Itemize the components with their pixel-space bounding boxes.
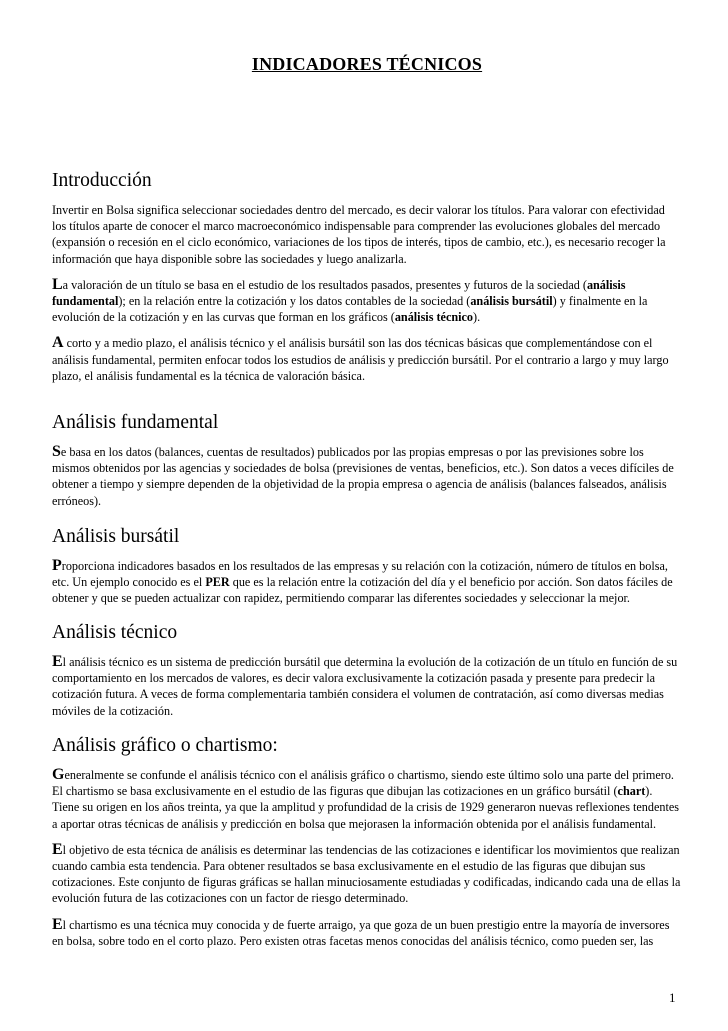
term-per: PER [205,575,230,590]
dropcap: E [52,840,63,858]
intro-paragraph-1: Invertir en Bolsa significa seleccionar sociedades dentro del mercado, es decir valorar los títulos. Para valorar con efectividad los títulos aparte de conocer el marco macroeconómico indispensable para comprender las evoluciones globales del mercado (expansión o recesión en el ciclo económico, variaciones de los tipos de interés, tipos de cambio, etc.), es necesario recoger la información que haya disponible sobre las sociedades y luego analizarla. [52,203,666,266]
section-analisis-tecnico [52,622,682,719]
intro-paragraph-2: La valoración de un título se basa en el estudio de los resultados pasados, presentes y futuros de la sociedad (análisis fundamental); en la relación entre la cotización y los datos contables de la sociedad (análisis bursátil) y finalmente en la evolución de la cotización y en las curvas que forman en los gráficos (análisis técnico). [52,275,648,325]
term-analisis-fundamental: análisis fundamental [52,277,626,309]
tecnico-paragraph: El análisis técnico es un sistema de predicción bursátil que determina la evolución de la cotización de un título en función de su comportamiento en los mercados de valores, es decir valora exclusivamente la cotización pasada y presente para predecir la cotización futura. A veces de forma complementaria también considera el volumen de contratación, así como diversas medias móviles de la cotización. [52,653,678,718]
section-heading-bursatil: Análisis bursátil [52,526,180,547]
section-heading-fundamental: Análisis fundamental [52,412,219,433]
section-heading-chartismo: Análisis gráfico o chartismo: [52,735,278,756]
section-heading-introduccion: Introducción [52,170,152,191]
dropcap: G [52,766,65,783]
section-analisis-bursatil [52,526,682,607]
term-chart: chart [617,784,646,799]
chartismo-paragraph-1: Generalmente se confunde el análisis técnico con el análisis gráfico o chartismo, siendo este último solo una parte del primero. El chartismo se basa exclusivamente en el estudio de las figuras que dibujan las cotizaciones en un gráfico bursátil (chart). Tiene su origen en los años treinta, ya que la amplitud y profundidad de la crisis de 1929 generaron nuevas reflexiones tendentes a aportar otras técnicas de análisis y predicción en bolsa que mejorasen la información obtenida por el análisis fundamental. [52,766,680,831]
chartismo-paragraph-2: El objetivo de esta técnica de análisis es determinar las tendencias de las cotizaciones e identificar los movimientos que realizan cuando cambia esta tendencia. Para obtener resultados se basa exclusivamente en el estudio de las figuras que dibujan sus cotizaciones. Este conjunto de figuras gráficas se hallan minuciosamente estudiadas y codificadas, indicando cada una de ellas la evolución futura de las cotizaciones con un factor de riesgo determinado. [52,840,681,906]
term-analisis-tecnico: análisis técnico [394,310,474,325]
dropcap: S [52,443,61,460]
section-introduccion [52,170,682,384]
dropcap: E [52,915,63,933]
chartismo-paragraph-3: El chartismo es una técnica muy conocida y de fuerte arraigo, ya que goza de un buen prestigio entre la mayoría de inversores en bolsa, sobre todo en el corto plazo. Pero existen otras facetas menos conocidas del análisis técnico, como pueden ser, las [52,915,670,948]
dropcap: P [52,557,62,574]
section-heading-tecnico: Análisis técnico [52,622,178,643]
dropcap: E [52,653,63,670]
document-title: INDICADORES TÉCNICOS [251,54,483,74]
fundamental-paragraph: Se basa en los datos (balances, cuentas de resultados) publicados por las propias empresas o por las previsiones sobre los mismos obtenidos por las agencias y sociedades de bolsa (previsiones de ventas, beneficios, etc.). Son datos a veces difíciles de obtener a tiempo y siempre dependen de la objetividad de la propia empresa o agencia de análisis (balances falseados, análisis erróneos). [52,443,674,508]
dropcap: A [52,334,64,352]
term-analisis-bursatil: análisis bursátil [470,294,553,309]
dropcap: L [52,275,63,293]
bursatil-paragraph: Proporciona indicadores basados en los resultados de las empresas y su relación con la cotización, número de títulos en bolsa, etc. Un ejemplo conocido es el PER que es la relación entre la cotización del día y el beneficio por acción. Son datos fáciles de obtener y que se pueden actualizar con rapidez, permitiendo comparar las diferentes sociedades y seleccionar la mejor. [52,557,673,606]
section-analisis-grafico [52,735,682,949]
page-number: 1 [669,990,676,1005]
intro-paragraph-3: A corto y a medio plazo, el análisis técnico y el análisis bursátil son las dos técnicas básicas que complementándose con el análisis fundamental, permiten enfocar todos los estudios de análisis y predicción bursátil. Por el contrario a largo y muy largo plazo, el análisis fundamental es la técnica de valoración básica. [52,334,669,383]
section-analisis-fundamental [52,412,682,509]
